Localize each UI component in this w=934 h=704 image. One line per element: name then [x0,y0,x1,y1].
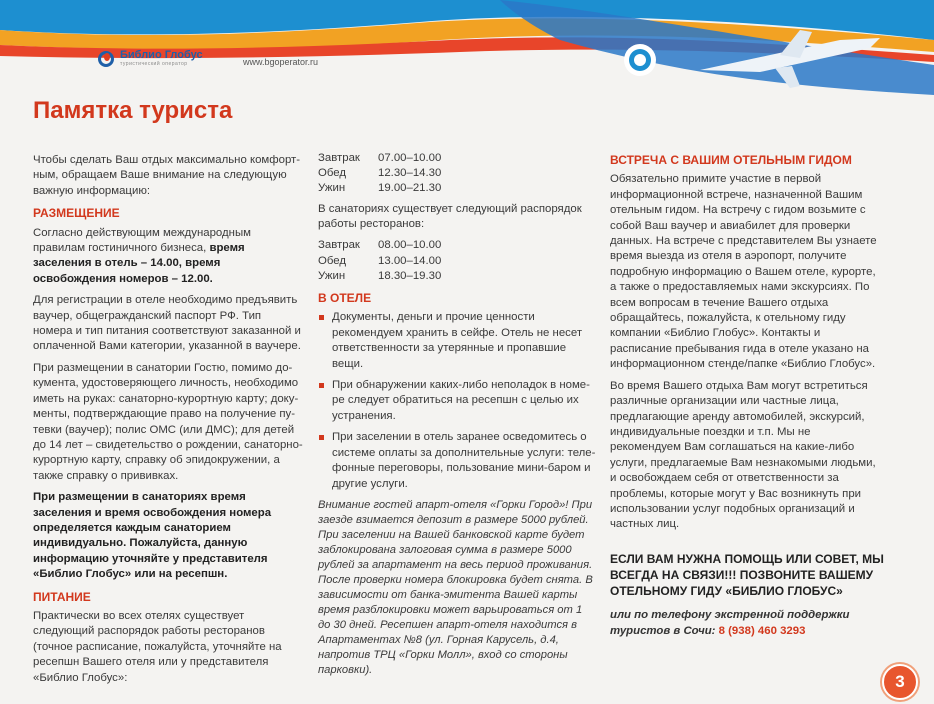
support-line [610,607,884,639]
support-phone[interactable]: 8 (938) 460 3293 [718,624,806,637]
meal-time: 19.00–21.30 [378,182,442,195]
meal-name: Завтрак [318,239,360,252]
sanatorium-checkin-text: При размещении в санаториях время заселения и время освобождения номера определяется каждым санаторием индивидуально. Пожалуйста, данную информацию уточняйте у представителя «Библио Глобус» или на ресепшн. [33,491,272,581]
sanatorium-docs-text: При размещении в санатории Гостю, помимо документа, удостоверяющего личность, необходимо иметь на руках: санаторно-курортную карту; документы, подтверждающие право на получение путевки (ваучер); полис ОМС (или ДМС); для детей до 14 лет – свидетельство о рождении, санаторно-курортную карту, справку об эпидокружении, а также справку о прививках. [33,361,303,482]
guide-heading: ВСТРЕЧА С ВАШИМ ОТЕЛЬНЫМ ГИДОМ [610,153,852,167]
site-url[interactable]: www.bgoperator.ru [243,57,319,67]
checkin-text [33,226,303,288]
meal-time: 07.00–10.00 [378,152,442,164]
column-middle [318,151,596,684]
meal-name: Обед [318,167,346,180]
apart-hotel-note: Внимание гостей апарт-отеля «Горки Город»! При заезде взимается депозит в размере 5000 рублей. При заселении на Вашей банковской карте будет заблокирована залоговая сумма в размере 5000 рублей за апартамент на весь период проживания. После проверки номера блокировка будет снята. В зависимости от банка-эмитента Вашей карты время разблокировки может варьироваться от 1 до 30 дней. Ресепшен апарт-отеля находится в Апартаментах №8 (ул. Горная Карусель, д.4, напротив ТРЦ «Горки Молл», вход со стороны парковки). [318,498,593,676]
meal-name: Ужин [318,269,346,282]
list-item: Документы, деньги и прочие ценности рекомендуем хранить в сейфе. Отель не несет ответственности за утерянные и пропавшие вещи. [318,310,596,372]
list-item: При обнаружении каких-либо неполадок в номере следует обратиться на ресепшн с целью их устранения. [318,378,596,424]
meal-time: 18.30–19.30 [378,269,442,282]
sanatorium-schedule [318,238,596,284]
column-right [610,146,884,639]
warning-text: Во время Вашего отдыха Вам могут встретиться различные организации или частные лица, предлагающие аренду автомобилей, экскурсий, индивидуальные поездки и т.п. Мы не рекомендуем Вам соглашаться на какие-либо услуги, предлагаемые Вам незнакомыми людьми, и освобождаем себя от ответственности за проблемы, которые могут у Вас возникнуть при использовании услуг подобных организаций и частных лиц. [610,379,876,531]
brand-name: Библио Глобус [120,49,203,61]
globe-icon [98,51,114,67]
page-title: Памятка туриста [33,97,233,124]
restaurant-intro: Практически во всех отелях существует следующий распорядок работы ресторанов (точное расписание, пожалуйста, уточняйте на ресепшн Вашего отеля или у представителя «Библио Глобус»: [33,609,282,684]
support-text: или по телефону экстренной поддержки туристов в Сочи: [610,608,850,637]
sanatorium-intro: В санаториях существует следующий распорядок работы ресторанов: [318,202,582,231]
checkin-times: время заселения в отель – 14.00, время освобождения номеров – 12.00. [33,242,245,285]
brand-logo [98,50,203,67]
guide-meeting-text: Обязательно примите участие в первой информационной встрече, назначенной Вашим отельным гидом. На встречу с гидом возьмите с собой Ваш ваучер и авиабилет для проверки данных. На встрече с представителем Вы узнаете время выезда из отеля в аэропорт, получите подробную информацию о Вашем отеле, курорте, а также о предоставляемых нами экскурсиях. По всем вопросам в течение Вашего отдыха обращайтесь, пожалуйста, к отельному гиду компании «Библио Глобус». Контакты и расписание пребывания гида в отеле указано на информационном стенде/папке «Библио Глобус». [610,173,877,371]
checkin-text-a: Согласно действующим международным правилам гостиничного бизнеса, [33,226,251,255]
page-number: 3 [882,664,918,700]
help-callout: ЕСЛИ ВАМ НУЖНА ПОМОЩЬ ИЛИ СОВЕТ, МЫ ВСЕГДА НА СВЯЗИ!!! ПОЗВОНИТЕ ВАШЕМУ ОТЕЛЬНОМУ ГИДУ «БИБЛИО ГЛОБУС» [610,551,884,598]
meal-name: Обед [318,254,346,267]
intro-text: Чтобы сделать Ваш отдых максимально комфортным, обращаем Ваше внимание на следующую важную информацию: [33,154,301,197]
meal-time: 12.30–14.30 [378,167,442,180]
header-banner [0,0,934,95]
accommodation-heading: РАЗМЕЩЕНИЕ [33,206,120,221]
registration-text: Для регистрации в отеле необходимо предъявить ваучер, общегражданский паспорт РФ. Тип номера и тип питания соответствуют заказанной и оплаченной Вами категории, указанной в ваучере. [33,294,301,353]
hotel-rules-list [318,310,596,491]
food-heading: ПИТАНИЕ [33,589,91,604]
column-left [33,153,303,692]
meal-time: 13.00–14.00 [378,254,442,267]
hotel-schedule [318,151,596,197]
meal-time: 08.00–10.00 [378,239,442,252]
brand-subtitle: туристический оператор [120,61,188,67]
hotel-heading: В ОТЕЛЕ [318,291,372,306]
meal-name: Ужин [318,182,346,195]
list-item: При заселении в отель заранее осведомитесь о системе оплаты за дополнительные услуги: телефонные переговоры, пользование мини-баром и другие услуги. [318,430,596,492]
meal-name: Завтрак [318,152,360,164]
